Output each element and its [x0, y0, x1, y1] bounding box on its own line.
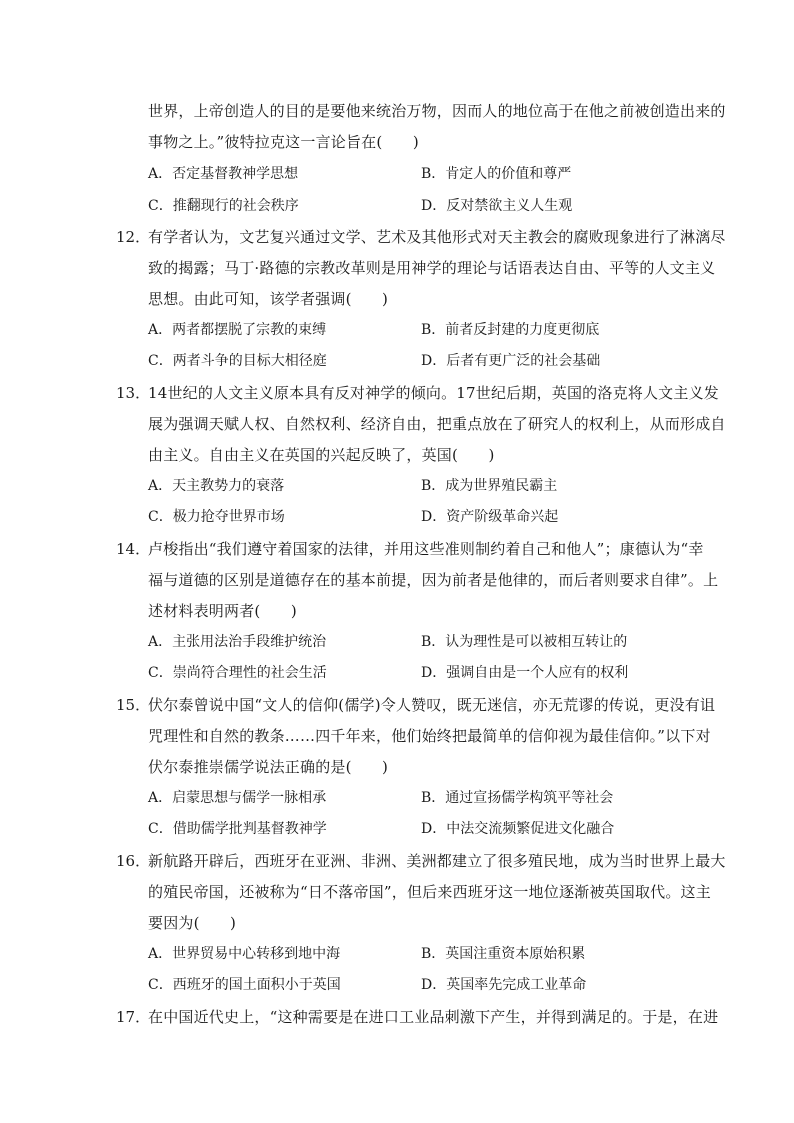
question-13-option-c[interactable]: C．极力抢夺世界市场: [148, 509, 285, 525]
question-15-line-3: 伏尔泰推崇儒学说法正确的是( ): [148, 758, 389, 776]
question-16-option-a[interactable]: A．世界贸易中心转移到地中海: [148, 946, 341, 962]
question-12-option-b[interactable]: B．前者反封建的力度更彻底: [421, 322, 600, 338]
question-13-option-a[interactable]: A．天主教势力的衰落: [148, 478, 285, 494]
question-15-option-b[interactable]: B．通过宣扬儒学构筑平等社会: [421, 790, 614, 806]
question-12-line-1: 有学者认为，文艺复兴通过文学、艺术及其他形式对天主教会的腐败现象进行了淋漓尽: [148, 228, 726, 246]
question-16-line-1: 新航路开辟后，西班牙在亚洲、非洲、美洲都建立了很多殖民地，成为当时世界上最大: [148, 852, 726, 870]
question-16-option-d[interactable]: D．英国率先完成工业革命: [421, 977, 587, 993]
question-14-line-3: 述材料表明两者( ): [148, 602, 297, 620]
question-14-option-b[interactable]: B．认为理性是可以被相互转让的: [421, 634, 628, 650]
question-17-number: 17．: [116, 1008, 151, 1026]
question-14-option-c[interactable]: C．崇尚符合理性的社会生活: [148, 665, 327, 681]
question-13-option-b[interactable]: B．成为世界殖民霸主: [421, 478, 558, 494]
question-12-line-3: 思想。由此可知，该学者强调( ): [148, 290, 389, 308]
question-12-option-a[interactable]: A．两者都摆脱了宗教的束缚: [148, 322, 327, 338]
question-14-option-a[interactable]: A．主张用法治手段维护统治: [148, 634, 327, 650]
question-11-option-c[interactable]: C．推翻现行的社会秩序: [148, 198, 299, 214]
question-14-line-2: 福与道德的区别是道德存在的基本前提，因为前者是他律的，而后者则要求自律”。上: [148, 571, 719, 589]
question-16-option-c[interactable]: C．西班牙的国土面积小于英国: [148, 977, 341, 993]
question-14-number: 14．: [116, 540, 151, 558]
question-14-option-d[interactable]: D．强调自由是一个人应有的权利: [421, 665, 629, 681]
question-16-number: 16．: [116, 852, 151, 870]
question-11-option-b[interactable]: B．肯定人的价值和尊严: [421, 166, 572, 182]
question-15-option-d[interactable]: D．中法交流频繁促进文化融合: [421, 821, 615, 837]
question-13-number: 13．: [116, 384, 151, 402]
question-13-option-d[interactable]: D．资产阶级革命兴起: [421, 509, 559, 525]
question-11-option-d[interactable]: D．反对禁欲主义人生观: [421, 198, 573, 214]
question-11-line-1: 世界，上帝创造人的目的是要他来统治万物，因而人的地位高于在他之前被创造出来的: [148, 102, 726, 120]
question-13-line-2: 展为强调天赋人权、自然权利、经济自由，把重点放在了研究人的权利上，从而形成自: [148, 415, 726, 433]
question-15-line-2: 咒理性和自然的教条……四千年来，他们始终把最简单的信仰视为最佳信仰。”以下对: [148, 727, 711, 745]
question-11-option-a[interactable]: A．否定基督教神学思想: [148, 166, 299, 182]
question-15-line-1: 伏尔泰曾说中国“文人的信仰(儒学)令人赞叹，既无迷信，亦无荒谬的传说，更没有诅: [148, 696, 716, 714]
question-17-line-1: 在中国近代史上，“这种需要是在进口工业品刺激下产生，并得到满足的。于是，在进: [148, 1008, 719, 1026]
question-16-line-3: 要因为( ): [148, 914, 237, 932]
question-13-line-3: 由主义。自由主义在英国的兴起反映了，英国( ): [148, 446, 495, 464]
question-16-option-b[interactable]: B．英国注重资本原始积累: [421, 946, 586, 962]
question-15-number: 15．: [116, 696, 151, 714]
question-15-option-c[interactable]: C．借助儒学批判基督教神学: [148, 821, 327, 837]
question-11-line-2: 事物之上。”彼特拉克这一言论旨在( ): [148, 133, 419, 151]
question-16-line-2: 的殖民帝国，还被称为“日不落帝国”，但后来西班牙这一地位逐渐被英国取代。这主: [148, 883, 711, 901]
question-14-line-1: 卢梭指出“我们遵守着国家的法律，并用这些准则制约着自己和他人”；康德认为“幸: [148, 540, 704, 558]
question-12-option-d[interactable]: D．后者有更广泛的社会基础: [421, 353, 601, 369]
question-12-number: 12．: [116, 228, 151, 246]
question-15-option-a[interactable]: A．启蒙思想与儒学一脉相承: [148, 790, 327, 806]
question-12-option-c[interactable]: C．两者斗争的目标大相径庭: [148, 353, 327, 369]
question-13-line-1: 14世纪的人文主义原本具有反对神学的倾向。17世纪后期，英国的洛克将人文主义发: [148, 384, 719, 402]
question-12-line-2: 致的揭露；马丁·路德的宗教改革则是用神学的理论与话语表达自由、平等的人文主义: [148, 259, 716, 277]
